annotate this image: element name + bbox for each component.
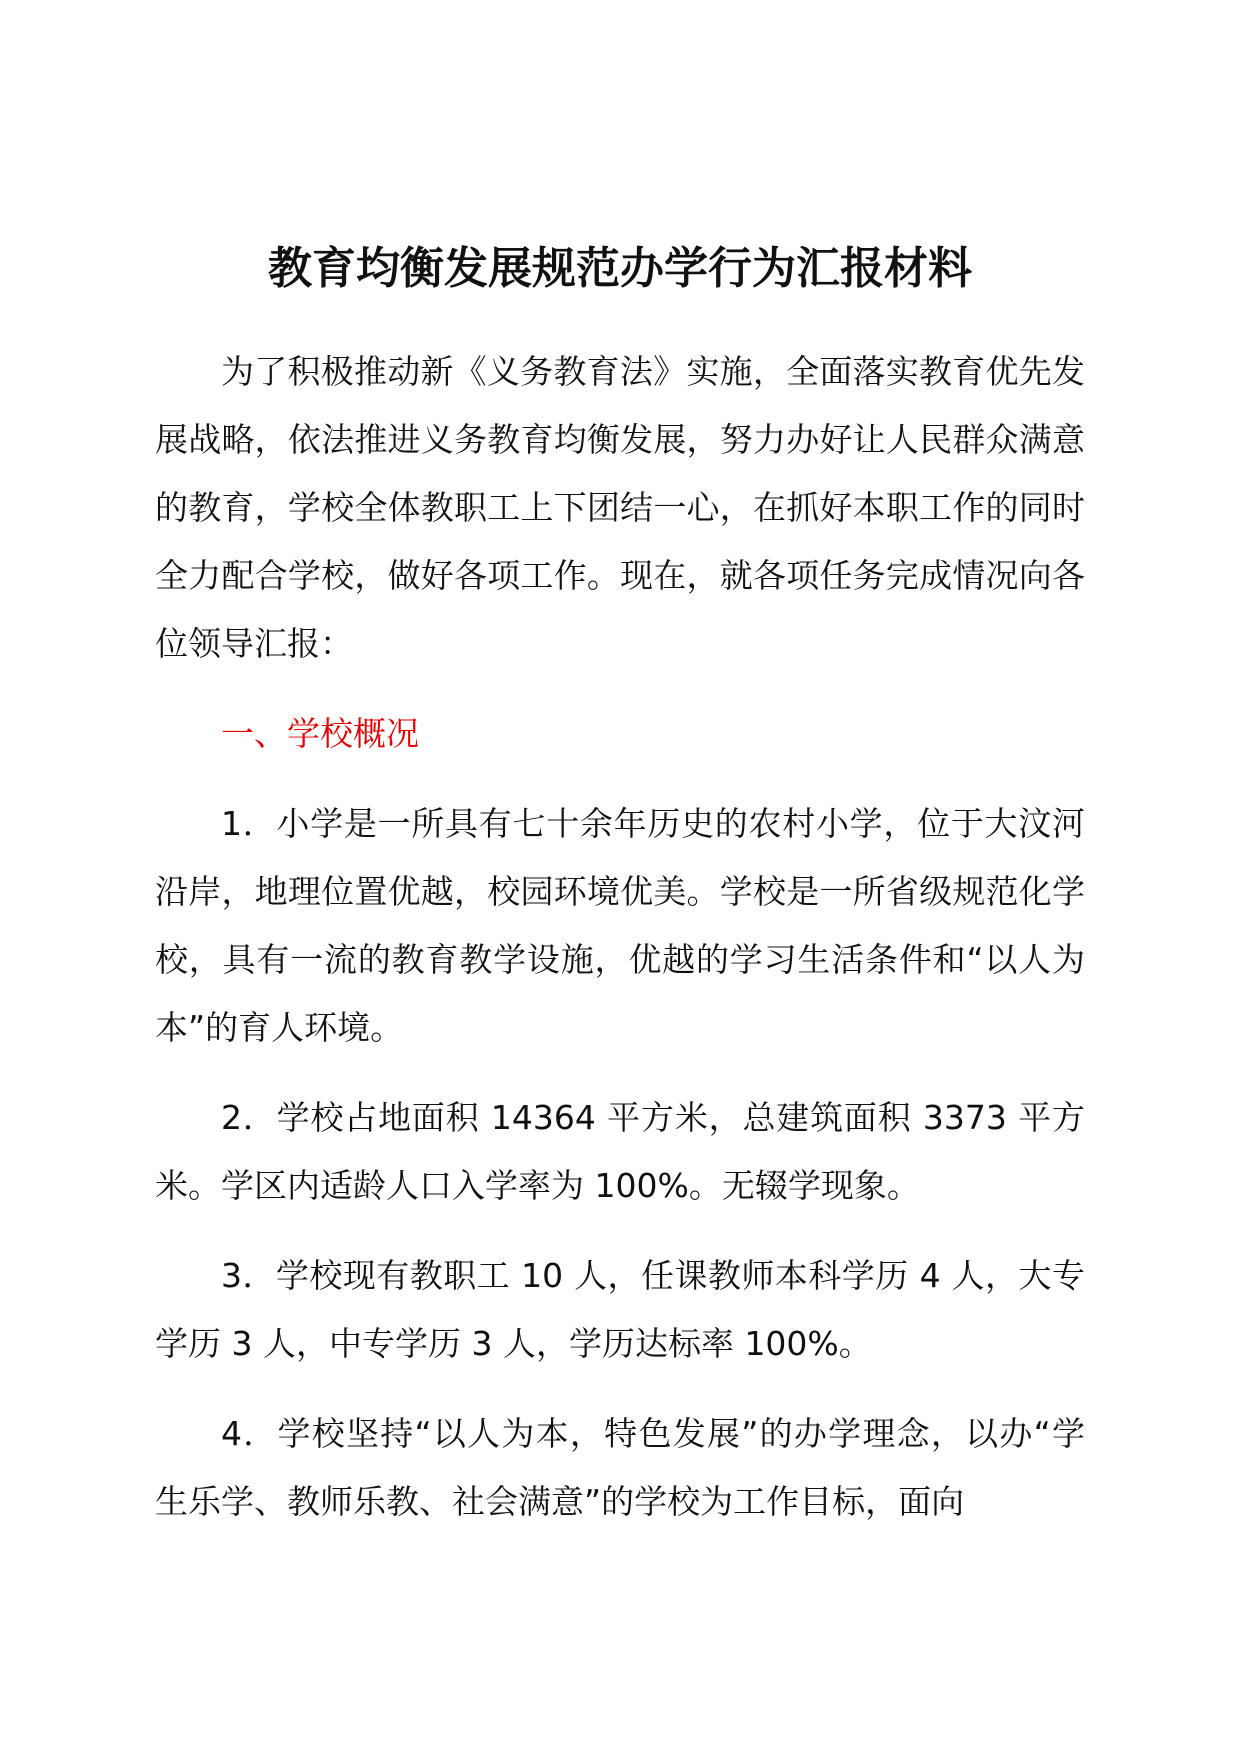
document-body bbox=[155, 338, 1085, 1536]
item-paragraph-3: 3．学校现有教职工 10 人，任课教师本科学历 4 人，大专学历 3 人，中专学历 3 人，学历达标率 100%。 bbox=[155, 1256, 1085, 1363]
item-paragraph-4: 4．学校坚持“以人为本，特色发展”的办学理念，以办“学生乐学、教师乐教、社会满意”的学校为工作目标，面向 bbox=[155, 1414, 1085, 1521]
item-paragraph-2: 2．学校占地面积 14364 平方米，总建筑面积 3373 平方米。学区内适龄人口入学率为 100%。无辍学现象。 bbox=[155, 1098, 1085, 1205]
intro-paragraph: 为了积极推动新《义务教育法》实施，全面落实教育优先发展战略，依法推进义务教育均衡发展，努力办好让人民群众满意的教育，学校全体教职工上下团结一心，在抓好本职工作的同时全力配合学校，做好各项工作。现在，就各项任务完成情况向各位领导汇报： bbox=[155, 352, 1085, 663]
section-heading: 一、学校概况 bbox=[221, 714, 419, 753]
item-paragraph-1: 1．小学是一所具有七十余年历史的农村小学，位于大汶河沿岸，地理位置优越，校园环境优美。学校是一所省级规范化学校，具有一流的教育教学设施，优越的学习生活条件和“以人为本”的育人环境。 bbox=[155, 804, 1085, 1047]
document-title: 教育均衡发展规范办学行为汇报材料 bbox=[268, 243, 972, 294]
